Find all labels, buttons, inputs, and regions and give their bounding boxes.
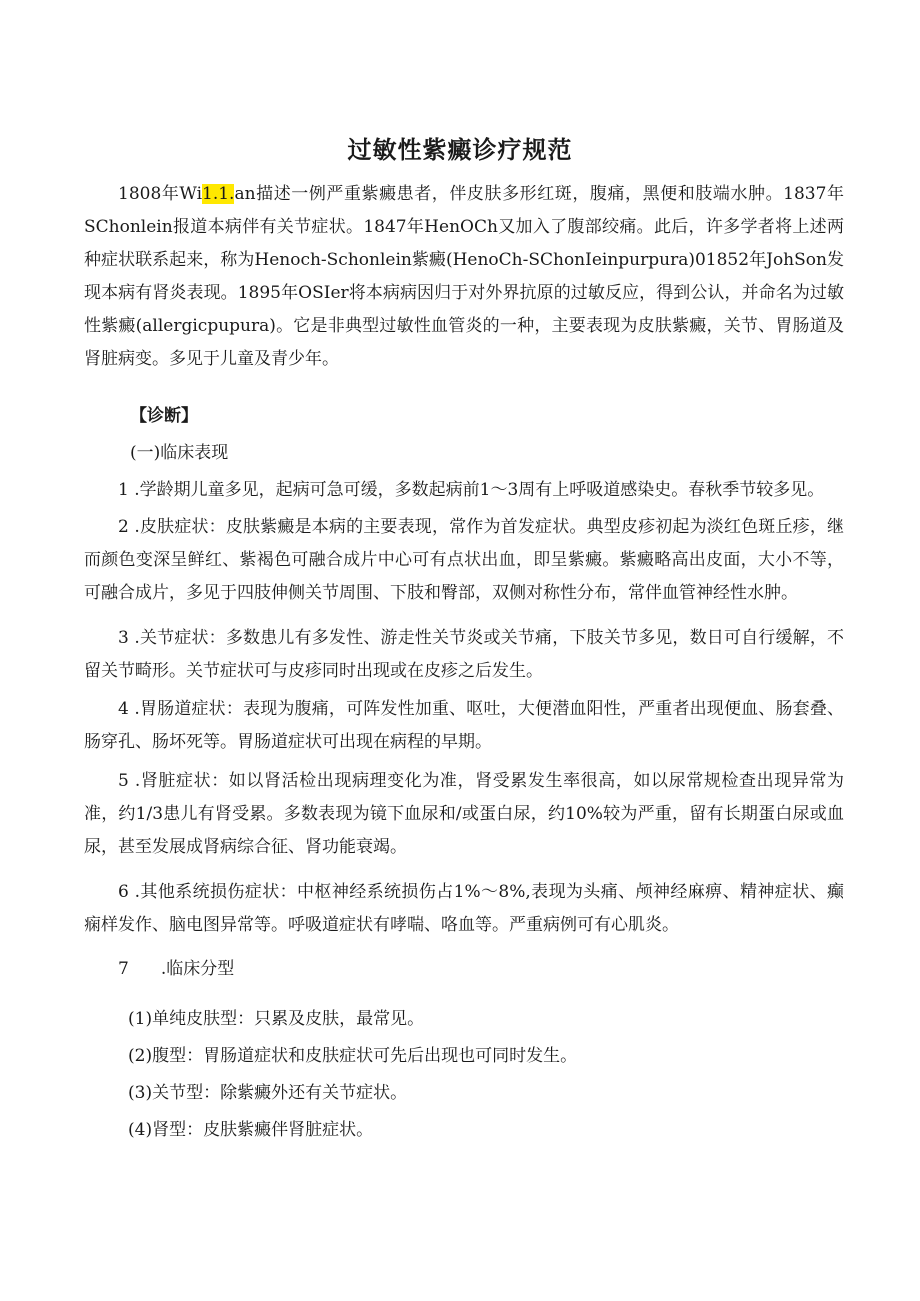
clinical-heading: (一)临床表现 <box>130 443 229 463</box>
diagnosis-heading: 【诊断】 <box>130 406 198 426</box>
list-item-5: 5 .肾脏症状：如以肾活检出现病理变化为准，肾受累发生率很高，如以尿常规检查出现异常为准，约1/3患儿有肾受累。多数表现为镜下血尿和/或蛋白尿，约10%较为严重，留有长期蛋白尿或血尿，甚至发展成肾病综合征、肾功能衰竭。 <box>84 771 844 857</box>
type-item-2: (2)腹型：胃肠道症状和皮肤症状可先后出现也可同时发生。 <box>128 1046 578 1066</box>
highlighted-text: 1.1. <box>202 184 235 204</box>
type-item-1: (1)单纯皮肤型：只累及皮肤，最常见。 <box>128 1009 425 1029</box>
type-item-3: (3)关节型：除紫癜外还有关节症状。 <box>128 1083 408 1103</box>
classification-heading <box>118 953 234 986</box>
list-item-4: 4 .胃肠道症状：表现为腹痛，可阵发性加重、呕吐，大便潜血阳性，严重者出现便血、肠套叠、肠穿孔、肠坏死等。胃肠道症状可出现在病程的早期。 <box>84 699 844 752</box>
classification-label: .临床分型 <box>160 959 235 979</box>
type-item-4: (4)肾型：皮肤紫癜伴肾脏症状。 <box>128 1120 374 1140</box>
list-item-6: 6 .其他系统损伤症状：中枢神经系统损伤占1%～8%,表现为头痛、颅神经麻痹、精神症状、癫痫样发作、脑电图异常等。呼吸道症状有哮喘、咯血等。严重病例可有心肌炎。 <box>84 882 844 935</box>
intro-paragraph <box>84 178 844 376</box>
intro-text-start: 1808年Wi <box>118 184 203 204</box>
list-item-1: 1 .学龄期儿童多见，起病可急可缓，多数起病前1～3周有上呼吸道感染史。春秋季节较多见。 <box>118 480 825 500</box>
intro-text-rest: an描述一例严重紫癜患者，伴皮肤多形红斑，腹痛，黑便和肢端水肿。1837年SChonlein报道本病伴有关节症状。1847年HenOCh又加入了腹部绞痛。此后，许多学者将上述两种症状联系起来，称为Henoch-Schonlein紫癜(HenoCh-SChonIeinpurpura)01852年JohSon发现本病有肾炎表现。1895年OSIer将本病病因归于对外界抗原的过敏反应，得到公认，并命名为过敏性紫癜(allergicpupura)。它是非典型过敏性血管炎的一种，主要表现为皮肤紫癜，关节、胃肠道及肾脏病变。多见于儿童及青少年。 <box>84 184 844 369</box>
classification-number: 7 <box>118 959 129 979</box>
list-item-3: 3 .关节症状：多数患儿有多发性、游走性关节炎或关节痛，下肢关节多见，数日可自行缓解，不留关节畸形。关节症状可与皮疹同时出现或在皮疹之后发生。 <box>84 628 844 681</box>
list-item-2: 2 .皮肤症状：皮肤紫癜是本病的主要表现，常作为首发症状。典型皮疹初起为淡红色斑丘疹，继而颜色变深呈鲜红、紫褐色可融合成片中心可有点状出血，即呈紫癜。紫癜略高出皮面，大小不等，可融合成片，多见于四肢伸侧关节周围、下肢和臀部，双侧对称性分布，常伴血管神经性水肿。 <box>84 517 844 603</box>
document-title: 过敏性紫癜诊疗规范 <box>347 136 573 164</box>
